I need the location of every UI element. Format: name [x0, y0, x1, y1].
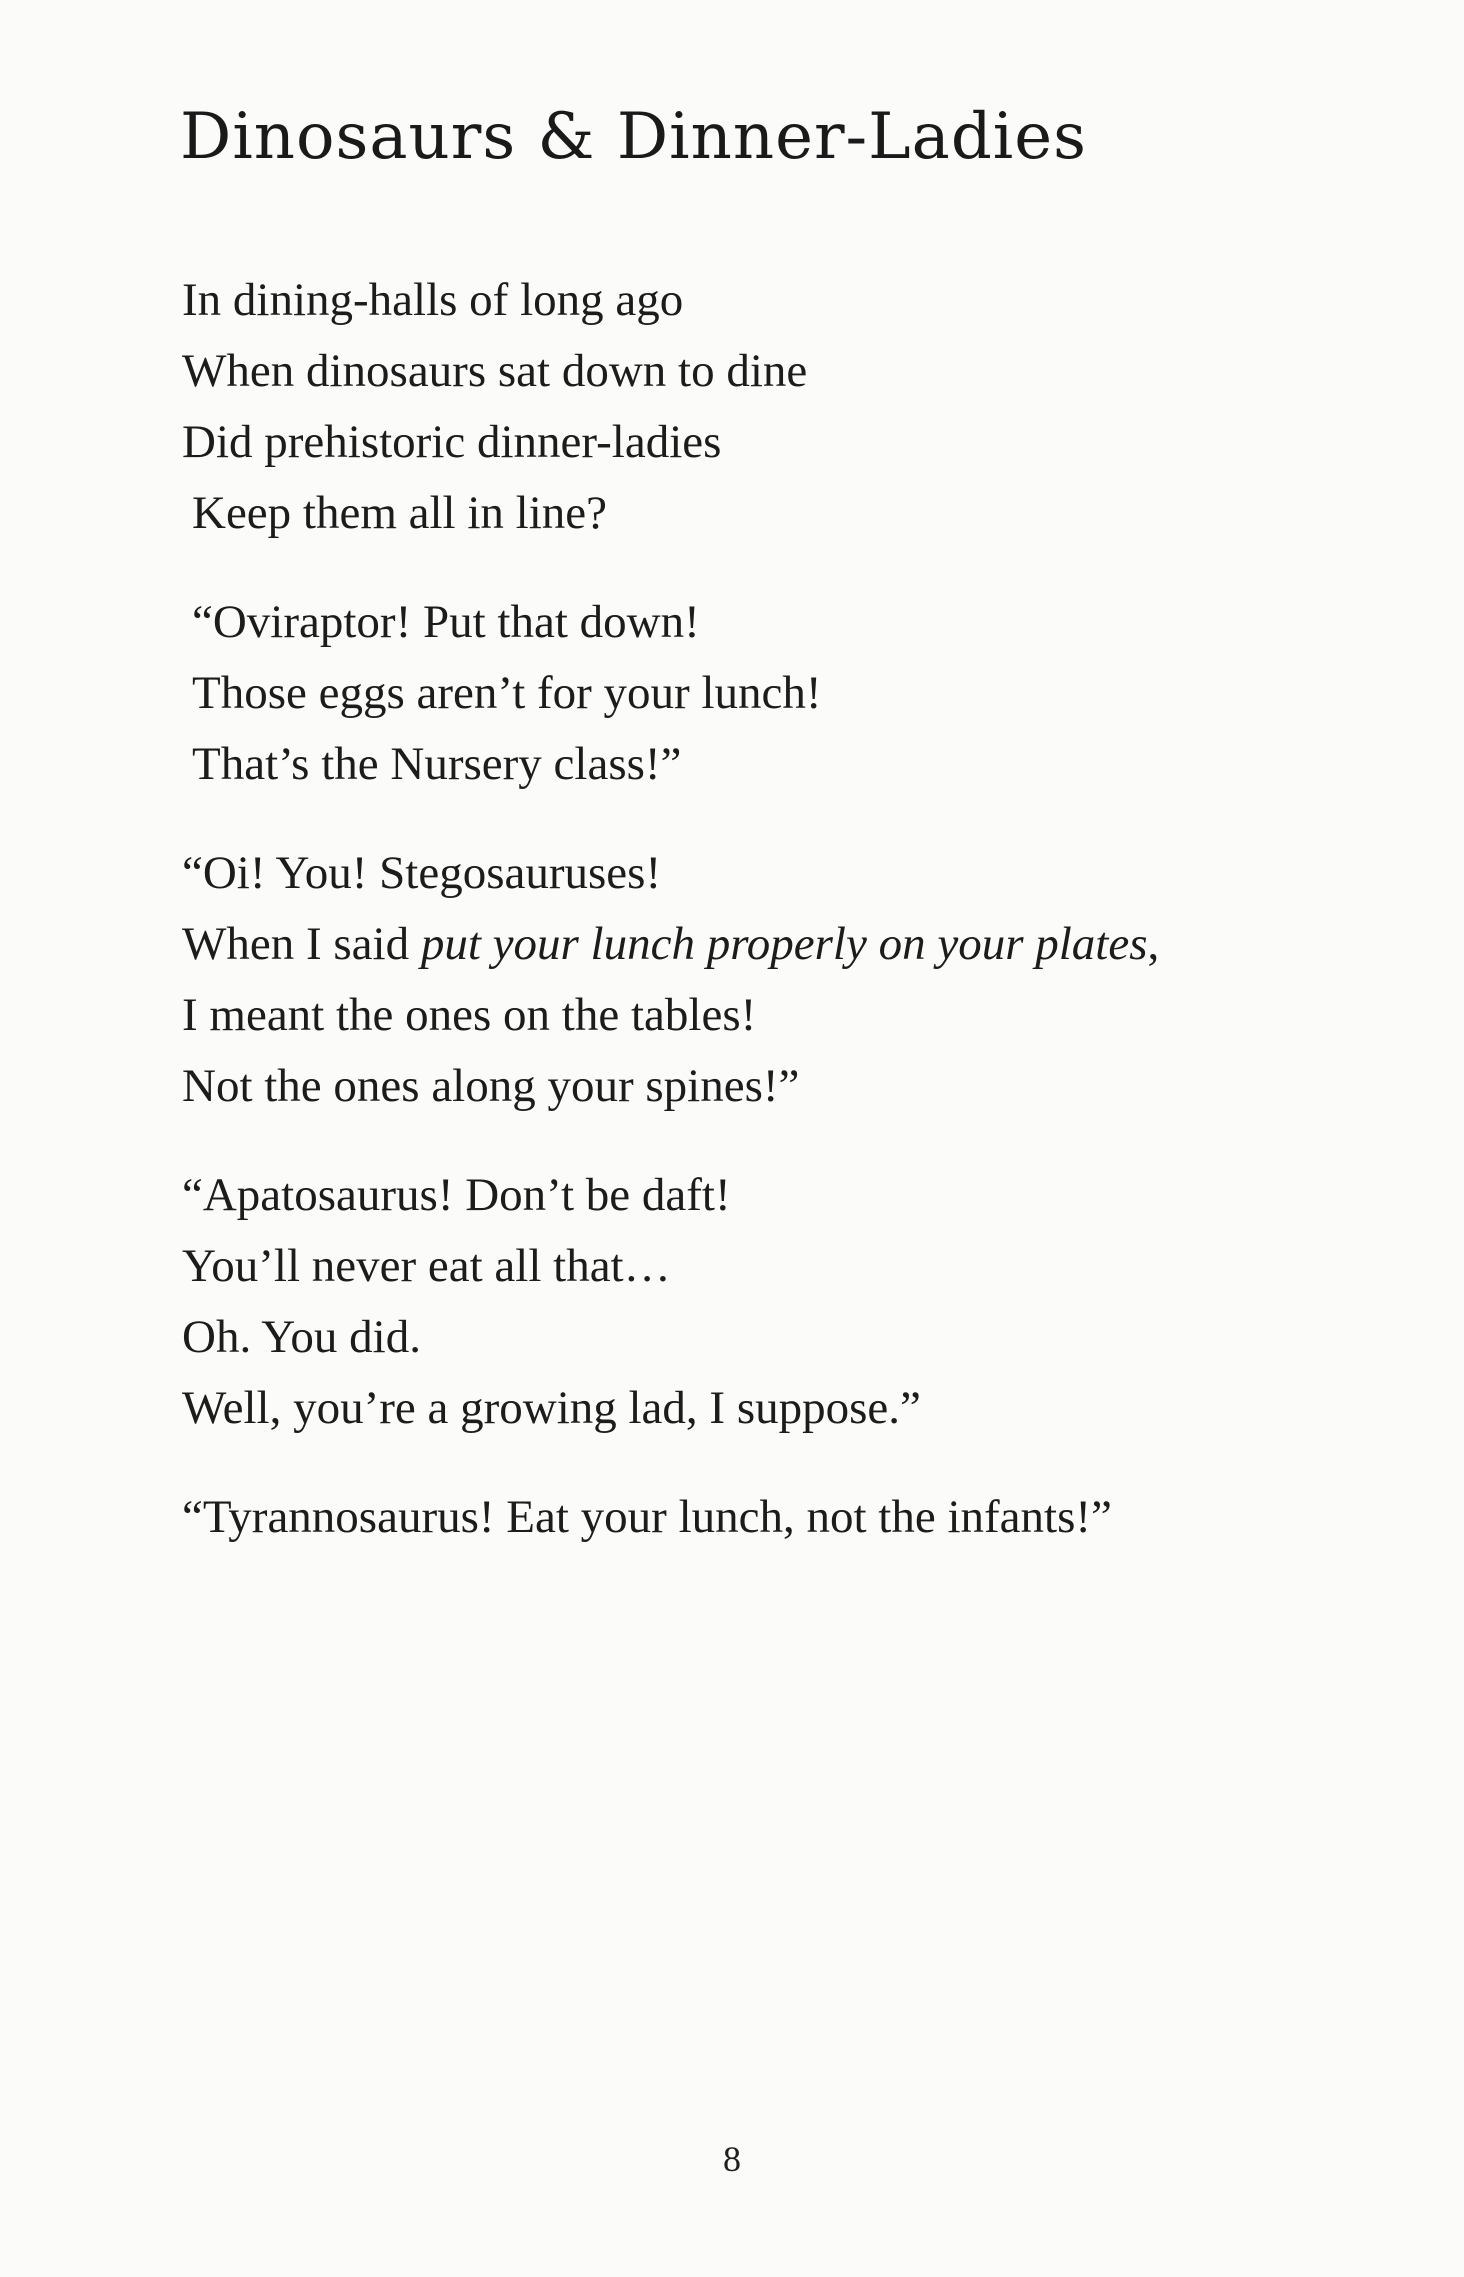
poem-line: I meant the ones on the tables! [182, 989, 757, 1041]
poem-line: Did prehistoric dinner-ladies [182, 416, 722, 468]
poem-line: “Tyrannosaurus! Eat your lunch, not the infants!” [182, 1491, 1112, 1543]
stanza-5 [182, 1482, 1332, 1553]
poem-line: “Oviraptor! Put that down! [192, 596, 700, 648]
poem-line: You’ll never eat all that… [182, 1240, 671, 1292]
poem-line: “Apatosaurus! Don’t be daft! [182, 1169, 731, 1221]
poem-title: Dinosaurs & Dinner-Ladies [180, 100, 1087, 174]
stanza-4 [182, 1160, 1332, 1444]
poem-line-mixed [182, 909, 1332, 980]
poem-line: Well, you’re a growing lad, I suppose.” [182, 1382, 921, 1434]
stanza-1 [182, 265, 1332, 549]
italic-text: put your lunch properly on your plates [420, 918, 1148, 970]
plain-text: , [1147, 918, 1160, 970]
poem-line: Oh. You did. [182, 1311, 421, 1363]
poem-line: That’s the Nursery class!” [192, 738, 682, 790]
poem-line: Those eggs aren’t for your lunch! [192, 667, 822, 719]
stanza-3 [182, 838, 1332, 1122]
stanza-2 [182, 587, 1332, 800]
poem-line: “Oi! You! Stegosauruses! [182, 847, 662, 899]
poem-line: Keep them all in line? [192, 487, 608, 539]
poem-body [182, 265, 1332, 1591]
poem-line: When dinosaurs sat down to dine [182, 345, 808, 397]
poem-line: In dining-halls of long ago [182, 274, 684, 326]
poem-line: Not the ones along your spines!” [182, 1060, 800, 1112]
page-number: 8 [723, 2139, 741, 2179]
plain-text: When I said [182, 918, 421, 970]
